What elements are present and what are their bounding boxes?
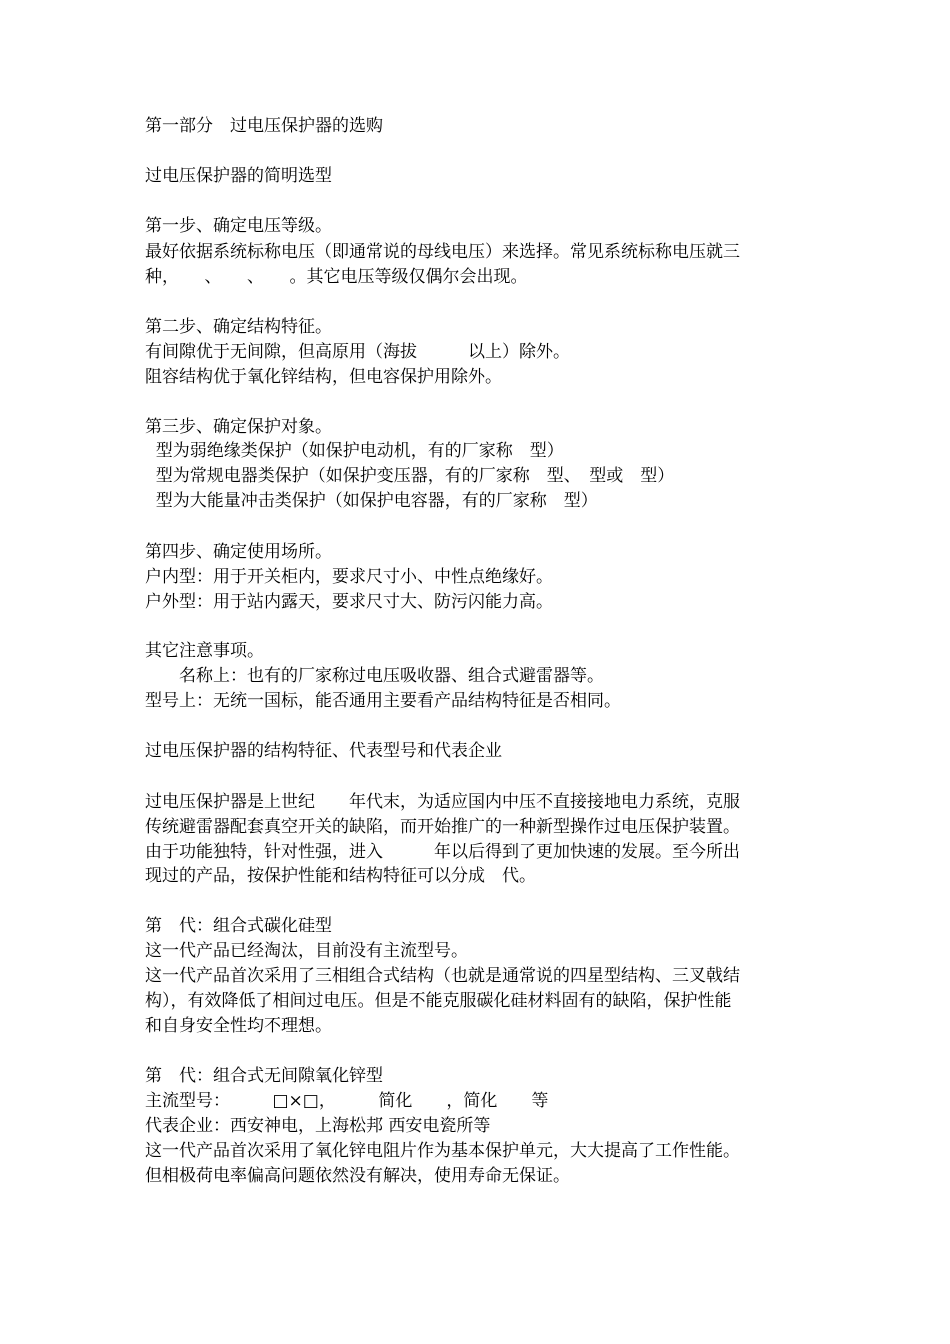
paragraph-line: 型号上：无统一国标，能否通用主要看产品结构特征是否相同。 — [145, 691, 621, 711]
paragraph-line: 阻容结构优于氧化锌结构，但电容保护用除外。 — [145, 367, 502, 387]
paragraph-line: 户外型：用于站内露天，要求尺寸大、防污闪能力高。 — [145, 592, 553, 612]
paragraph-line: 但相极荷电率偏高问题依然没有解决，使用寿命无保证。 — [145, 1166, 570, 1186]
section-heading: 过电压保护器的结构特征、代表型号和代表企业 — [145, 741, 502, 761]
generation-heading: 第 代：组合式无间隙氧化锌型 — [145, 1066, 383, 1086]
section-heading: 过电压保护器的简明选型 — [145, 166, 332, 186]
paragraph-line: 最好依据系统标称电压（即通常说的母线电压）来选择。常见系统标称电压就三 — [145, 242, 740, 262]
paragraph-line: 种， 、 、 。其它电压等级仅偶尔会出现。 — [145, 267, 528, 287]
step-heading: 第三步、确定保护对象。 — [145, 417, 332, 437]
step-heading: 第一步、确定电压等级。 — [145, 216, 332, 236]
paragraph-line: 和自身安全性均不理想。 — [145, 1016, 332, 1036]
step-heading: 第四步、确定使用场所。 — [145, 542, 332, 562]
step-heading: 其它注意事项。 — [145, 641, 264, 661]
paragraph-line: 这一代产品已经淘汰，目前没有主流型号。 — [145, 941, 468, 961]
paragraph-line: 型为弱绝缘类保护（如保护电动机，有的厂家称 型） — [145, 441, 564, 461]
paragraph-line: 名称上：也有的厂家称过电压吸收器、组合式避雷器等。 — [145, 666, 604, 686]
paragraph-line: 这一代产品首次采用了氧化锌电阻片作为基本保护单元，大大提高了工作性能。 — [145, 1141, 740, 1161]
paragraph-line: 由于功能独特，针对性强，进入 年以后得到了更加快速的发展。至今所出 — [145, 842, 740, 862]
step-heading: 第二步、确定结构特征。 — [145, 317, 332, 337]
paragraph-line: 主流型号： □×□， 简化 ，简化 等 — [145, 1091, 549, 1111]
paragraph-line: 有间隙优于无间隙，但高原用（海拔 以上）除外。 — [145, 342, 570, 362]
paragraph-line: 现过的产品，按保护性能和结构特征可以分成 代。 — [145, 866, 536, 886]
generation-heading: 第 代：组合式碳化硅型 — [145, 916, 332, 936]
paragraph-line: 型为常规电器类保护（如保护变压器，有的厂家称 型、 型或 型） — [145, 466, 675, 486]
part-heading: 第一部分 过电压保护器的选购 — [145, 116, 383, 136]
paragraph-line: 过电压保护器是上世纪 年代末，为适应国内中压不直接接地电力系统，克服 — [145, 792, 740, 812]
paragraph-line: 构），有效降低了相间过电压。但是不能克服碳化硅材料固有的缺陷，保护性能 — [145, 991, 732, 1011]
paragraph-line: 这一代产品首次采用了三相组合式结构（也就是通常说的四星型结构、三叉戟结 — [145, 966, 740, 986]
paragraph-line: 型为大能量冲击类保护（如保护电容器，有的厂家称 型） — [145, 491, 598, 511]
paragraph-line: 传统避雷器配套真空开关的缺陷，而开始推广的一种新型操作过电压保护装置。 — [145, 817, 740, 837]
paragraph-line: 户内型：用于开关柜内，要求尺寸小、中性点绝缘好。 — [145, 567, 553, 587]
paragraph-line: 代表企业：西安神电，上海松邦 西安电瓷所等 — [145, 1116, 491, 1136]
